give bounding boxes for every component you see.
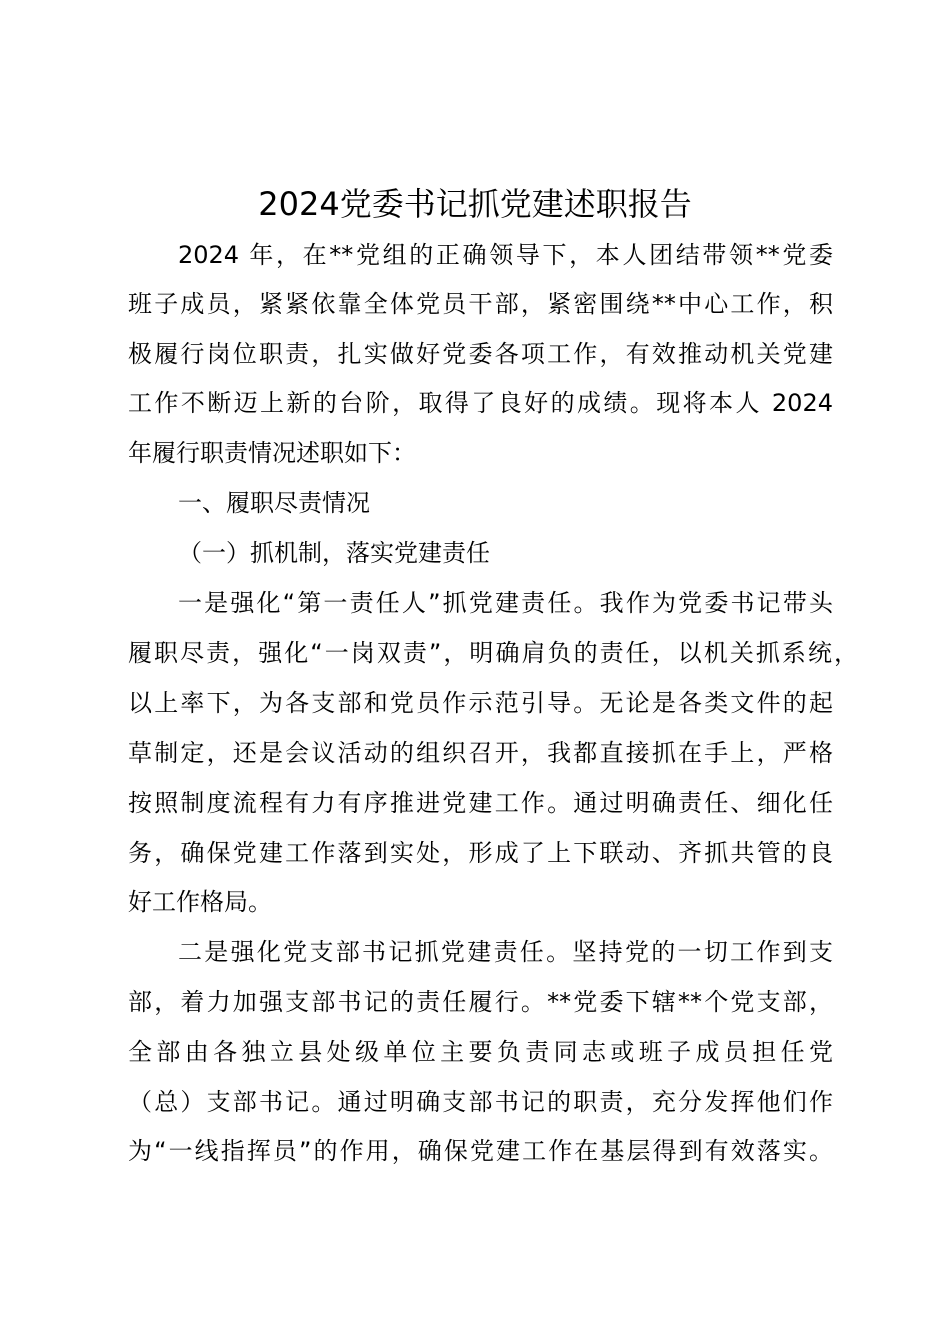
paragraph-line: 为“一线指挥员”的作用，确保党建工作在基层得到有效落实。 [128, 1137, 833, 1165]
paragraph-line: 按照制度流程有力有序推进党建工作。通过明确责任、细化任 [128, 789, 833, 817]
paragraph-line: 部，着力加强支部书记的责任履行。**党委下辖**个党支部， [128, 988, 833, 1016]
paragraph-line: 工作不断迈上新的台阶，取得了良好的成绩。现将本人 2024 [128, 389, 833, 417]
paragraph-line: 务，确保党建工作落到实处，形成了上下联动、齐抓共管的良 [128, 839, 833, 867]
paragraph-line: 草制定，还是会议活动的组织召开，我都直接抓在手上，严格 [128, 739, 833, 767]
paragraph-line: 以上率下，为各支部和党员作示范引导。无论是各类文件的起 [128, 689, 833, 717]
paragraph-line: 2024 年，在**党组的正确领导下，本人团结带领**党委 [178, 241, 833, 269]
subsection-heading: （一）抓机制，落实党建责任 [178, 539, 490, 567]
paragraph-line: 全部由各独立县处级单位主要负责同志或班子成员担任党 [128, 1038, 833, 1066]
document-title: 2024党委书记抓党建述职报告 [258, 185, 692, 223]
paragraph-line: （总）支部书记。通过明确支部书记的职责，充分发挥他们作 [128, 1088, 833, 1116]
paragraph-line: 年履行职责情况述职如下： [128, 439, 416, 467]
paragraph-line: 极履行岗位职责，扎实做好党委各项工作，有效推动机关党建 [128, 340, 833, 368]
paragraph-line: 二是强化党支部书记抓党建责任。坚持党的一切工作到支 [178, 938, 833, 966]
section-heading: 一、履职尽责情况 [178, 489, 370, 517]
paragraph-line: 一是强化“第一责任人”抓党建责任。我作为党委书记带头 [178, 589, 833, 617]
paragraph-line: 好工作格局。 [128, 888, 272, 916]
paragraph-line: 履职尽责，强化“一岗双责”，明确肩负的责任，以机关抓系统， [128, 639, 858, 667]
paragraph-line: 班子成员，紧紧依靠全体党员干部，紧密围绕**中心工作，积 [128, 290, 833, 318]
